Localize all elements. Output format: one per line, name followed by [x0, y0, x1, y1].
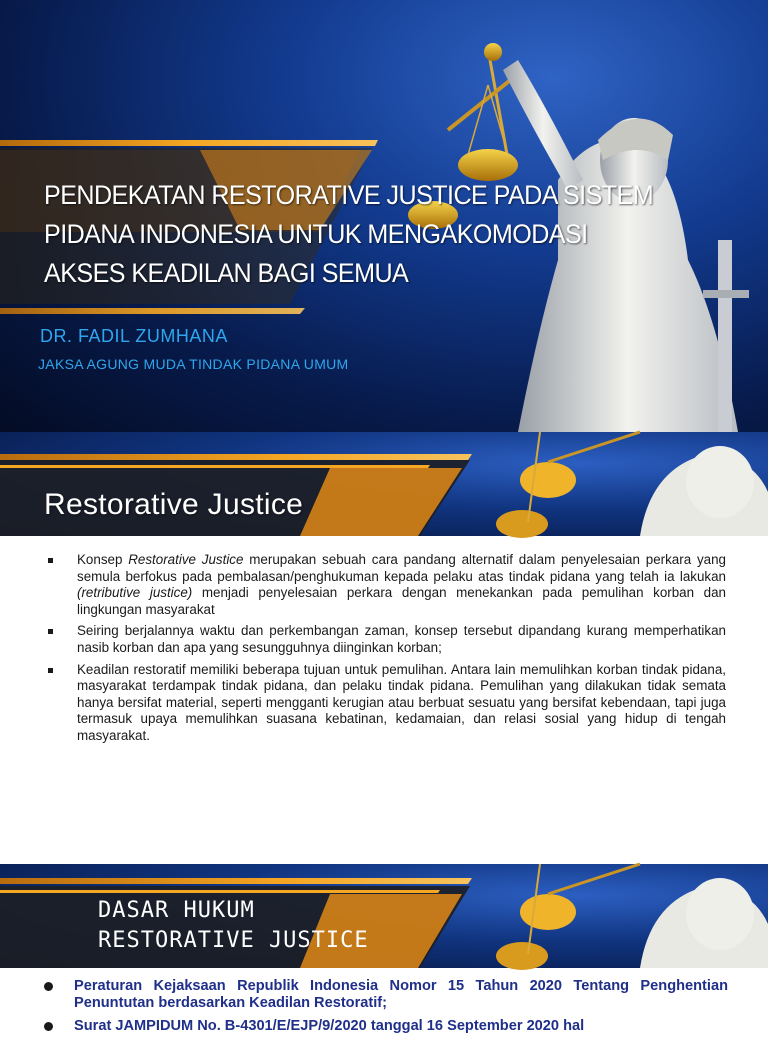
- title-line-3: AKSES KEADILAN BAGI SEMUA: [44, 258, 409, 288]
- author-name: DR. FADIL ZUMHANA: [40, 326, 228, 346]
- list-item: Peraturan Kejaksaan Republik Indonesia Nomor 15 Tahun 2020 Tentang Penghentian Penuntutan berdasarkan Keadilan Restoratif;: [44, 978, 728, 1012]
- restorative-justice-slide: [0, 432, 768, 864]
- slide-heading: [98, 896, 369, 956]
- bullet-text: merupakan sebuah cara pandang alternatif dalam penyelesaian perkara yang semula berfokus pada pembalasan/penghukuman kepada pelaku atas tindak pidana yang telah ia lakukan: [77, 552, 727, 584]
- list-item: Seiring berjalannya waktu dan perkembangan zaman, konsep tersebut dipandang kurang memperhatikan nasib korban dan apa yang sesungguhnya diinginkan korban;: [48, 623, 726, 656]
- slide-heading: Restorative Justice: [44, 488, 304, 521]
- title-line-2: PIDANA INDONESIA UNTUK MENGAKOMODASI: [44, 219, 588, 249]
- presentation-title: [44, 176, 695, 293]
- bullet-list: [48, 552, 726, 750]
- bullet-list: [44, 978, 728, 1041]
- italic-term: Restorative Justice: [128, 552, 244, 567]
- title-line-1: PENDEKATAN RESTORATIVE JUSTICE PADA SISTEM: [44, 180, 654, 210]
- list-item: Surat JAMPIDUM No. B-4301/E/EJP/9/2020 tanggal 16 September 2020 hal: [44, 1018, 728, 1035]
- author-position: JAKSA AGUNG MUDA TINDAK PIDANA UMUM: [38, 356, 349, 372]
- bullet-text: menjadi penyelesaian perkara dengan menekankan pada pemulihan korban dan lingkungan masyarakat: [77, 585, 727, 617]
- heading-line-2: RESTORATIVE JUSTICE: [98, 928, 369, 953]
- title-slide: [0, 0, 768, 432]
- legal-basis-slide: [0, 864, 768, 1034]
- list-item: Keadilan restoratif memiliki beberapa tujuan untuk pemulihan. Antara lain memulihkan korban tindak pidana, masyarakat terdampak tindak pidana, dan pelaku tindak pidana. Pemulihan yang dilakukan tidak semata hanya bersifat material, seperti mengganti kerugian atau berbuat sesuatu yang bersifat kebendaan, tapi juga termasuk upaya memulihkan suasana kebatinan, kedamaian, dan relasi sosial yang hidup di tengah masyarakat.: [48, 662, 726, 745]
- bullet-text: Konsep: [77, 552, 129, 567]
- heading-line-1: DASAR HUKUM: [98, 898, 255, 923]
- italic-term: (retributive justice): [77, 585, 193, 601]
- slide-header-banner: [0, 864, 768, 968]
- slide-header-banner: [0, 432, 768, 536]
- list-item: [48, 552, 726, 618]
